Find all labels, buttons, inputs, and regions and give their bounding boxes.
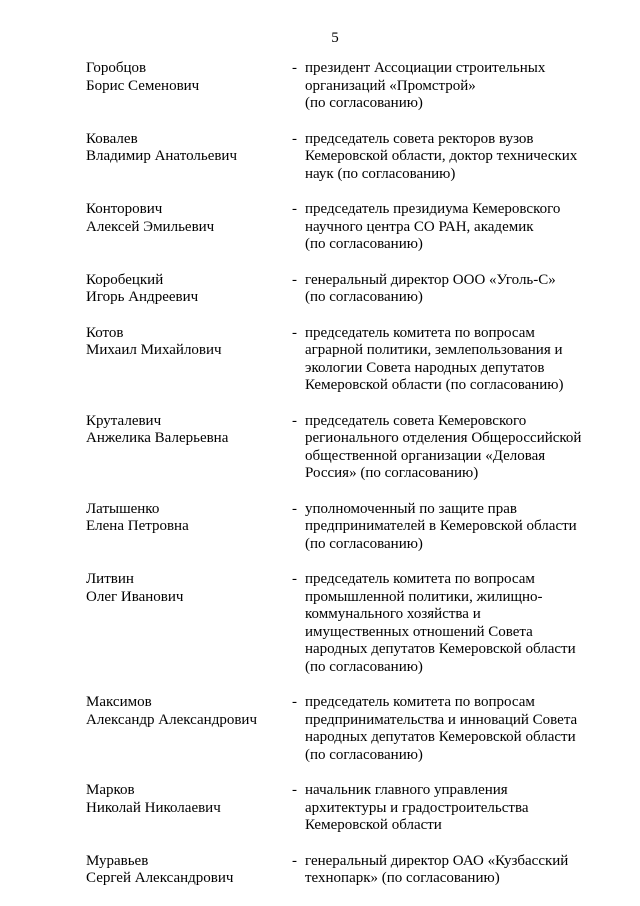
member-given-names: Михаил Михайлович: [86, 342, 222, 358]
member-name: [86, 853, 286, 888]
dash-separator: -: [292, 694, 297, 710]
member-position: [305, 272, 606, 307]
dash-separator: -: [292, 852, 297, 869]
member-given-names: Борис Семенович: [86, 77, 200, 94]
position-line: имущественных отношений Совета: [305, 623, 533, 640]
position-line: начальник главного управления: [305, 782, 508, 798]
member-surname: Котов: [86, 324, 124, 341]
position-line: (по согласованию): [305, 236, 423, 252]
position-line: архитектуры и градостроительства: [305, 799, 529, 816]
member-entry: [86, 325, 606, 395]
dash-separator: -: [292, 782, 297, 798]
position-line: (по согласованию): [305, 289, 423, 305]
member-entry: [86, 782, 606, 835]
position-line: (по согласованию): [305, 658, 423, 675]
position-line: народных депутатов Кемеровской области: [305, 641, 576, 657]
position-line: председатель комитета по вопросам: [305, 694, 535, 710]
position-line: (по согласованию): [305, 746, 423, 763]
member-name: [86, 694, 286, 764]
member-entry: [86, 853, 606, 888]
position-line: (по согласованию): [305, 535, 423, 552]
position-line: технопарк» (по согласованию): [305, 870, 500, 886]
member-surname: Горобцов: [86, 60, 147, 76]
member-surname: Муравьев: [86, 852, 149, 869]
member-position: [305, 694, 606, 764]
position-line: коммунального хозяйства и: [305, 606, 481, 622]
member-name: [86, 131, 286, 184]
dash-separator: -: [292, 324, 297, 341]
member-surname: Марков: [86, 782, 135, 798]
position-line: председатель президиума Кемеровского: [305, 201, 561, 217]
member-surname: Литвин: [86, 571, 134, 587]
member-surname: Круталевич: [86, 412, 162, 429]
position-line: председатель совета Кемеровского: [305, 412, 527, 429]
member-given-names: Владимир Анатольевич: [86, 148, 238, 164]
member-entry: [86, 201, 606, 254]
member-name: [86, 201, 286, 254]
position-line: председатель совета ректоров вузов: [305, 130, 534, 147]
position-line: регионального отделения Общероссийской: [305, 430, 582, 446]
dash-separator: -: [292, 60, 297, 76]
position-line: Кемеровской области: [305, 817, 442, 833]
member-name: [86, 501, 286, 554]
member-given-names: Сергей Александрович: [86, 870, 234, 886]
position-line: экологии Совета народных депутатов: [305, 359, 545, 376]
position-line: уполномоченный по защите прав: [305, 500, 517, 517]
member-entry: [86, 501, 606, 554]
position-line: наук (по согласованию): [305, 165, 456, 182]
position-line: общественной организации «Деловая: [305, 447, 546, 464]
member-surname: Конторович: [86, 201, 163, 217]
position-line: народных депутатов Кемеровской области: [305, 729, 576, 745]
member-name: [86, 272, 286, 307]
member-position: [305, 782, 606, 835]
position-line: председатель комитета по вопросам: [305, 571, 535, 587]
member-given-names: Николай Николаевич: [86, 799, 221, 816]
member-list: [86, 60, 606, 906]
member-position: [305, 201, 606, 254]
member-position: [305, 325, 606, 395]
dash-separator: -: [292, 412, 297, 429]
member-name: [86, 60, 286, 113]
member-name: [86, 571, 286, 676]
member-entry: [86, 60, 606, 113]
position-line: научного центра СО РАН, академик: [305, 218, 534, 235]
member-name: [86, 413, 286, 483]
position-line: (по согласованию): [305, 95, 423, 111]
member-surname: Коробецкий: [86, 271, 164, 288]
member-surname: Максимов: [86, 694, 152, 710]
member-given-names: Александр Александрович: [86, 711, 257, 728]
member-surname: Ковалев: [86, 130, 138, 147]
position-line: Кемеровской области (по согласованию): [305, 377, 564, 393]
member-entry: [86, 694, 606, 764]
dash-separator: -: [292, 500, 297, 517]
position-line: предпринимателей в Кемеровской области: [305, 518, 577, 534]
member-position: [305, 571, 606, 676]
member-position: [305, 413, 606, 483]
member-name: [86, 782, 286, 835]
dash-separator: -: [292, 271, 297, 288]
member-surname: Латышенко: [86, 500, 160, 517]
member-position: [305, 853, 606, 888]
position-line: предпринимательства и инноваций Совета: [305, 711, 578, 728]
member-given-names: Алексей Эмильевич: [86, 218, 215, 235]
position-line: председатель комитета по вопросам: [305, 324, 535, 341]
position-line: генеральный директор ООО «Уголь-С»: [305, 271, 556, 288]
member-entry: [86, 272, 606, 307]
member-position: [305, 501, 606, 554]
dash-separator: -: [292, 130, 297, 147]
position-line: аграрной политики, землепользования и: [305, 342, 563, 358]
position-line: Россия» (по согласованию): [305, 465, 479, 481]
dash-separator: -: [292, 571, 297, 587]
member-entry: [86, 413, 606, 483]
member-given-names: Анжелика Валерьевна: [86, 430, 229, 446]
position-line: Кемеровской области, доктор технических: [305, 148, 578, 164]
member-name: [86, 325, 286, 395]
position-line: организаций «Промстрой»: [305, 77, 476, 94]
page-number: 5: [331, 30, 339, 46]
member-position: [305, 60, 606, 113]
member-given-names: Елена Петровна: [86, 518, 189, 534]
member-given-names: Игорь Андреевич: [86, 289, 199, 305]
member-given-names: Олег Иванович: [86, 588, 184, 605]
position-line: генеральный директор ОАО «Кузбасский: [305, 852, 569, 869]
position-line: президент Ассоциации строительных: [305, 60, 546, 76]
member-entry: [86, 131, 606, 184]
position-line: промышленной политики, жилищно-: [305, 588, 543, 605]
member-position: [305, 131, 606, 184]
dash-separator: -: [292, 201, 297, 217]
member-entry: [86, 571, 606, 676]
